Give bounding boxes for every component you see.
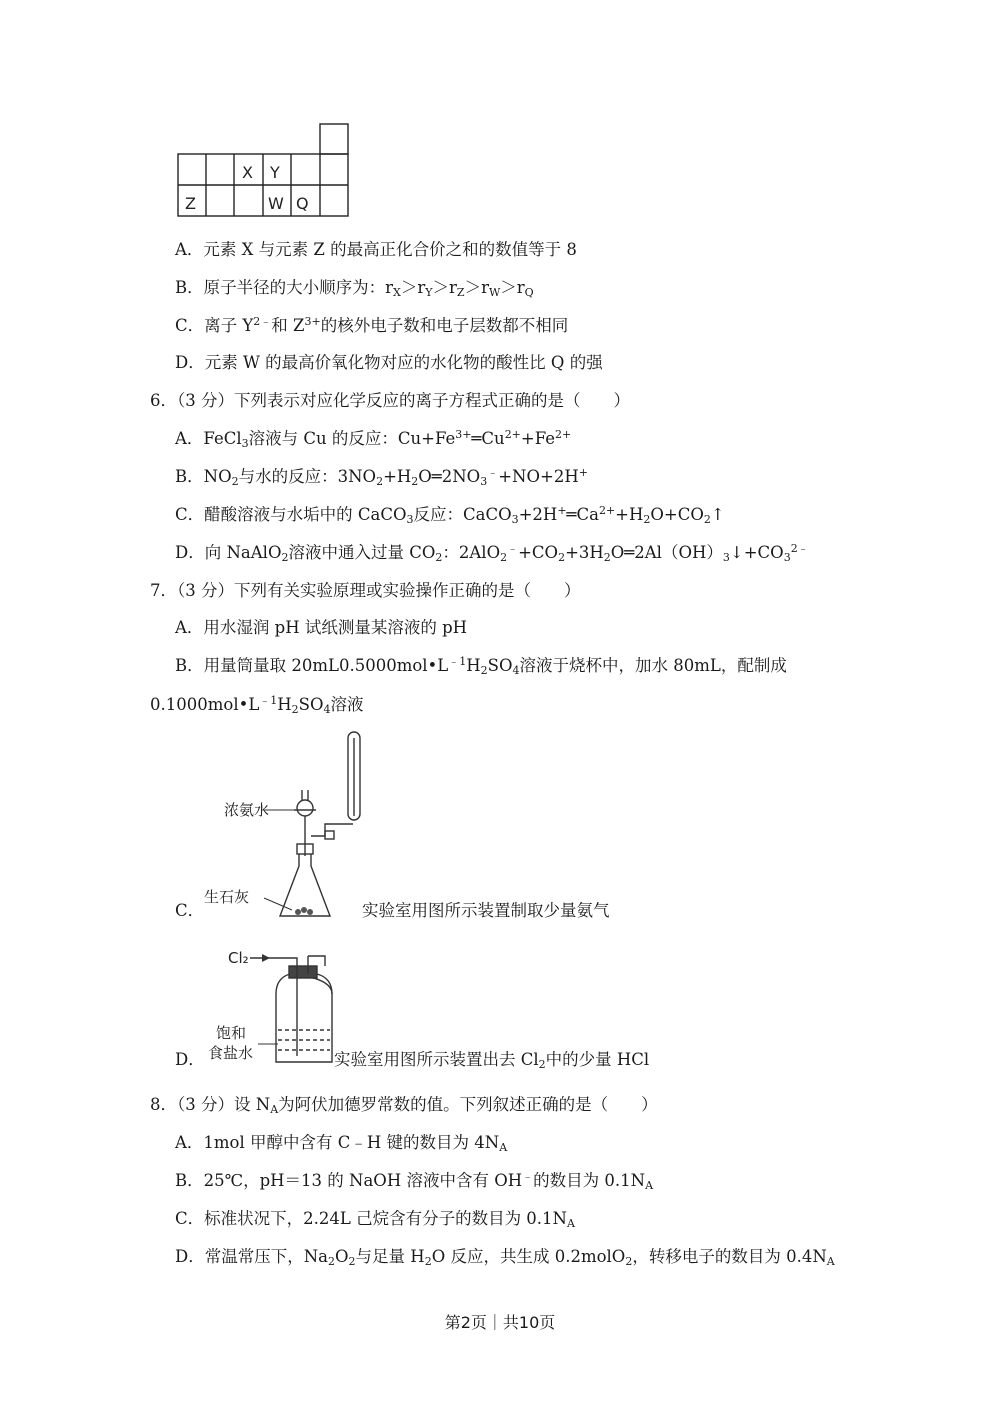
q6-stem: 6．（3 分）下列表示对应化学反应的离子方程式正确的是（ ） xyxy=(150,391,630,410)
q7-option-c-text: 实验室用图所示装置制取少量氨气 xyxy=(362,901,610,920)
q7-option-b-line1: B．用量筒量取 $20mL0.5000mol•L^{﹣1}H_2SO_4$溶液于烧杯中，加水 80mL，配制成 xyxy=(175,655,787,677)
cell-w: W xyxy=(268,194,284,213)
q5-option-d: D．元素 W 的最高价氧化物对应的水化物的酸性比 Q 的强 xyxy=(175,353,603,372)
gas-wash-bottle-figure xyxy=(200,944,335,1069)
label-cl2: Cl₂ xyxy=(228,949,249,967)
q6-option-d: D．向 NaAlO$_2$溶液中通入过量 $CO_2$：$2AlO_2^﹣+CO_2+3H_2O═2Al(OH)_3↓+CO_3^{2﹣}$ xyxy=(175,542,809,564)
q7-stem: 7．（3 分）下列有关实验原理或实验操作正确的是（ ） xyxy=(150,581,581,600)
q5-option-b: B．原子半径的大小顺序为：$r_X>r_Y>r_Z>r_W>r_Q$ xyxy=(175,278,534,299)
q8-option-b: B．25℃，pH＝13 的 NaOH 溶液中含有 OH﹣的数目为 $0.1N_A$ xyxy=(175,1170,654,1192)
q5-option-a: A．元素 X 与元素 Z 的最高正化合价之和的数值等于 8 xyxy=(175,240,577,259)
cell-y: Y xyxy=(270,163,280,182)
periodic-table-figure xyxy=(176,122,352,220)
q7-option-d-label: D． xyxy=(175,1050,205,1069)
q8-option-c: C．标准状况下，2.24L 己烷含有分子的数目为 $0.1N_A$ xyxy=(175,1209,575,1230)
cell-x: X xyxy=(242,163,253,182)
q7-option-d-text: 实验室用图所示装置出去 $Cl_2$中的少量 HCl xyxy=(334,1050,650,1071)
q7-option-c-label: C． xyxy=(175,901,205,920)
q8-option-d: D．常温常压下，$Na_2O_2$与足量 $H_2O$ 反应，共生成 0.2molO$_2$，转移电子的数目为 $0.4N_A$ xyxy=(175,1247,835,1268)
cell-q: Q xyxy=(296,194,309,213)
label-saturated: 饱和 xyxy=(216,1024,247,1042)
q6-option-a: A．FeCl$_3$溶液与 Cu 的反应：$Cu+Fe^{3+}═Cu^{2+}+Fe^{2+}$ xyxy=(175,428,572,450)
q7-option-a: A．用水湿润 pH 试纸测量某溶液的 pH xyxy=(175,618,468,637)
label-brine: 食盐水 xyxy=(208,1044,254,1062)
q5-option-c: C．离子 $Y^{2﹣}$和 $Z^{3+}$的核外电子数和电子层数都不相同 xyxy=(175,315,569,335)
q7-option-b-line2: $0.1000mol•L^{﹣1}H_2SO_4$溶液 xyxy=(150,694,364,716)
q8-stem: 8．（3 分）设 $N_A$为阿伏加德罗常数的值。下列叙述正确的是（ ） xyxy=(150,1095,658,1116)
q6-option-c: C．醋酸溶液与水垢中的 CaCO$_3$反应：$CaCO_3+2H^+═Ca^{2+}+H_2O+CO_2↑$ xyxy=(175,504,725,526)
q6-option-b: B．$NO_2$与水的反应：$3NO_2+H_2O═2NO_3^﹣+NO+2H^+$ xyxy=(175,466,588,488)
label-quicklime: 生石灰 xyxy=(204,888,250,906)
label-conc-ammonia: 浓氨水 xyxy=(224,801,270,819)
page-footer: 第2页｜共10页 xyxy=(444,1313,556,1332)
q8-option-a: A．1mol 甲醇中含有 C﹣H 键的数目为 $4N_A$ xyxy=(175,1133,508,1154)
ammonia-apparatus-figure xyxy=(200,726,370,926)
cell-z: Z xyxy=(185,194,196,213)
